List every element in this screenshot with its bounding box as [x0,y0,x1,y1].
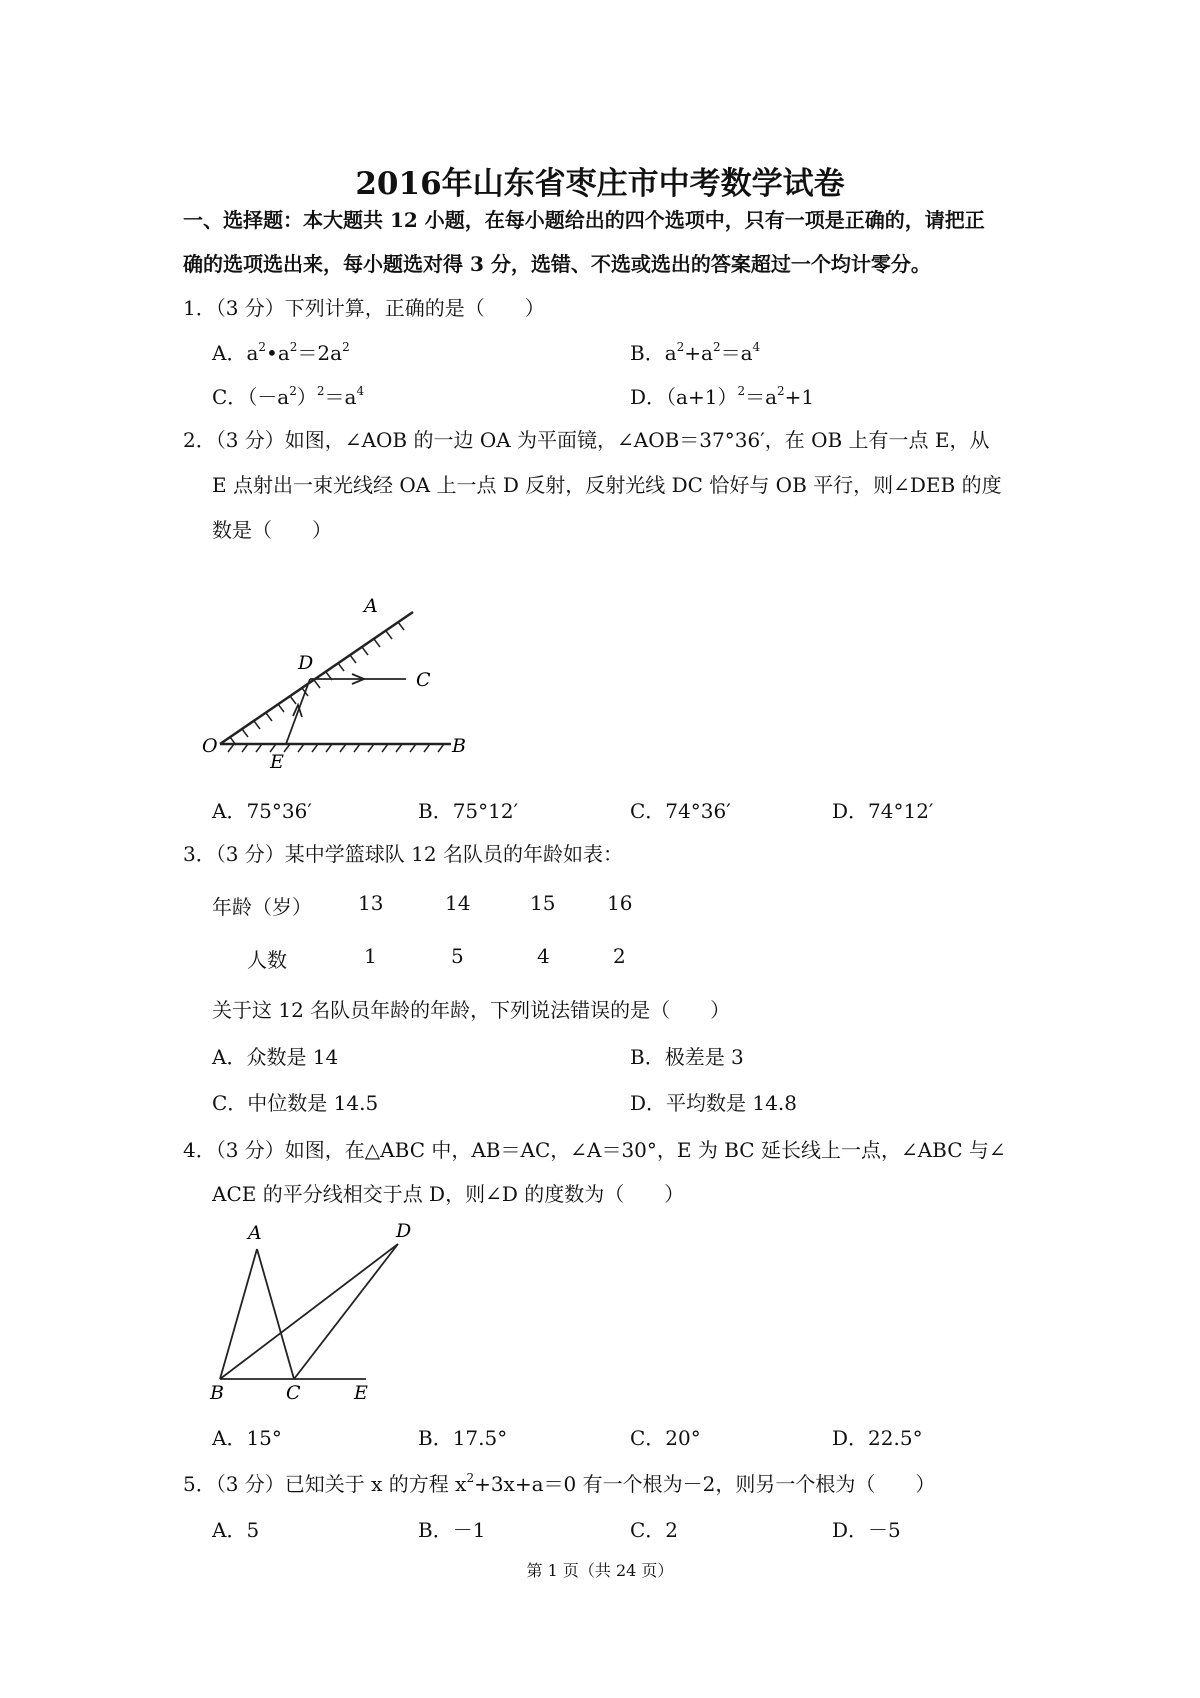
q2-option-b: B．75°12′ [418,799,519,823]
q3-option-b: B．极差是 3 [630,1045,744,1069]
table-cell: 13 [358,891,384,915]
page-title: 2016年山东省枣庄市中考数学试卷 [355,166,845,202]
section-instructions-line-2: 确的选项选出来，每小题选对得 3 分，选错、不选或选出的答案超过一个均计零分。 [183,252,931,276]
q2-option-c: C．74°36′ [630,799,731,823]
q5-option-d: D．－5 [832,1518,901,1542]
label-c: C [286,1382,301,1404]
label-o: O [202,735,218,757]
mirror-oa-hatching [230,622,404,745]
label-e: E [270,751,284,773]
q4-line-2: ACE 的平分线相交于点 D，则∠D 的度数为（ ） [212,1182,685,1206]
q1-option-b: B．$a^2+a^2=a^4$ [630,340,761,365]
table-cell: 15 [530,891,556,915]
q5-stem: 5．（3 分）已知关于 x 的方程 $x^2+3x+a=0$ 有一个根为－2，则另一个根为（ ） [183,1471,936,1496]
q3-option-a: A．众数是 14 [212,1045,339,1069]
q2-line-1: 2．（3 分）如图，∠AOB 的一边 OA 为平面镜，∠AOB＝37°36′，在 OB 上有一点 E，从 [183,428,990,452]
q5-option-b: B．－1 [418,1518,486,1542]
mirror-oa-line [220,612,413,744]
q2-line-2: E 点射出一束光线经 OA 上一点 D 反射，反射光线 DC 恰好与 OB 平行，则∠DEB 的度 [212,473,1002,497]
q1-option-d: D．$(a+1)^2=a^2+1$ [630,384,815,409]
table-cell: 4 [537,944,550,968]
label-d: D [298,652,314,674]
q4-option-a: A．15° [212,1426,282,1450]
table-cell: 16 [607,891,633,915]
mirror-reflection-figure [202,592,476,773]
q2-line-3: 数是（ ） [212,518,332,542]
label-b: B [210,1382,224,1404]
q3-option-d: D．平均数是 14.8 [630,1091,797,1115]
label-a: A [248,1222,262,1244]
label-e: E [354,1382,368,1404]
table-cell: 14 [445,891,471,915]
q3-question: 关于这 12 名队员年龄的年龄，下列说法错误的是（ ） [212,998,731,1022]
table-header-age: 年龄（岁） [212,895,312,919]
q4-line-1: 4．（3 分）如图，在△ABC 中，AB＝AC，∠A＝30°，E 为 BC 延长线上一点，∠ABC 与∠ [183,1138,1006,1162]
q4-option-c: C．20° [630,1426,701,1450]
table-header-count: 人数 [247,948,287,972]
q3-stem: 3．（3 分）某中学篮球队 12 名队员的年龄如表： [183,842,623,866]
label-b: B [452,735,466,757]
q5-option-a: A．5 [212,1518,260,1542]
q4-option-b: B．17.5° [418,1426,508,1450]
segment-ac [257,1249,294,1379]
table-cell: 1 [364,944,377,968]
q1-option-a: A．$a^2•a^2=2a^2$ [212,340,350,365]
label-c: C [416,669,431,691]
q4-option-d: D．22.5° [832,1426,923,1450]
q1-option-c: C．$(-a^2)^2=a^4$ [212,384,365,409]
incident-ray-ed [286,679,310,744]
segment-ba [220,1249,257,1379]
q3-option-c: C．中位数是 14.5 [212,1091,379,1115]
triangle-bisector-figure [206,1217,416,1404]
q2-option-a: A．75°36′ [212,799,312,823]
table-cell: 5 [451,944,464,968]
label-d: D [396,1220,412,1242]
label-a: A [364,595,378,617]
q2-option-d: D．74°12′ [832,799,934,823]
q1-stem: 1．（3 分）下列计算，正确的是（ ） [183,296,545,320]
table-cell: 2 [613,944,626,968]
section-instructions-line-1: 一、选择题：本大题共 12 小题，在每小题给出的四个选项中，只有一项是正确的，请把正 [183,208,985,232]
page-footer: 第 1 页（共 24 页） [526,1561,674,1580]
q5-option-c: C．2 [630,1518,679,1542]
